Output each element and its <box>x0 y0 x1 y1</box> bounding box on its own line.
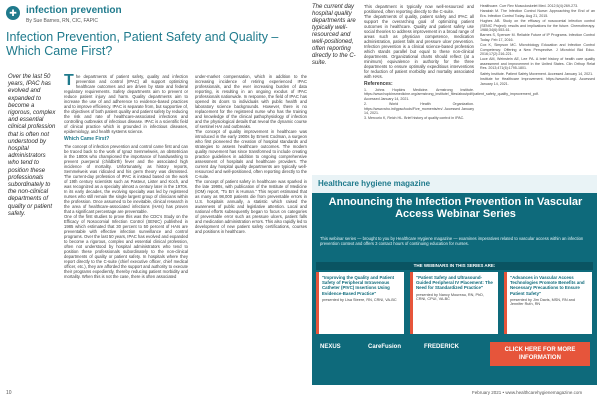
subheading: Which Came First? <box>64 136 110 142</box>
ad-headline: Announcing the Infection Prevention in Vascular Access Webinar Series <box>328 196 583 220</box>
article-column-2 <box>195 74 307 234</box>
paragraph: under-market compensation, which in addition to the increasing incidence of retiring experienced IPAC professionals, and the ever increasing burden of data reporting, is resulting in an ongoing exodus of IPAC professionals nationwide. In response, the field of IPAC has opened its doors to individuals with public health and laboratory science backgrounds. However, there is no replacement for the registered nurse who has the training and knowledge of the clinical pathophysiology of infection and the physiological details that reveal the dynamic course of sentinel HAI and outbreaks. <box>195 74 307 129</box>
webinar-presenter: presented by Lisa Steere, RN, CRNI, VA-BC <box>322 297 397 302</box>
reference-item: 2. World Health Organization. https://www.who.int/gpsc/tools/Five_moments/en/. Accessed January 14, 2021. <box>364 102 474 116</box>
webinar-card <box>316 272 404 334</box>
reference-item: 3. Mercurio K, Reich HL. Brief history of quality control in IPAC. <box>364 116 465 121</box>
paragraph: One of the first studies to prove this was the CDC's Study on the Efficacy of Nosocomial Infection Control (SENIC) published in 1985 which estimated that 30 percent to 50 percent of HAIs are preventable with effective infection surveillance and control programs. Over the last 50 years, IPAC has evolved and expanded to become a rigorous, complex and essential clinical profession, often not understood by hospital administrators who tend to position these professionals subordinately to the non-clinical departments of quality or patient safety. In hospitals where they report directly to the C-suite (chief executive officer, chief medical officer, etc.), they are afforded the support and authority to execute their programs expediently, thereby reducing patient morbidity and mortality. When this is not the case, there is often associated <box>64 214 188 279</box>
reference-item: Luce AM, Weinstein AE, Lee PA. A brief history of health care quality assessment and improvement in the United States. Clin Orthop Relat Res. 2013;471(6):1795-1801. <box>480 57 595 71</box>
ad-strip-label: THE WEBINARS IN THIS SERIES ARE: <box>413 263 496 268</box>
webinar-card <box>410 272 498 334</box>
references-column <box>480 4 595 87</box>
paragraph: he departments of patient safety, quality and infection prevention and control (IPAC) all support optimizing healthcare outcomes and are driven by state and federal regulatory requirements. Safety departments aim to prevent or reduce patient injury and harm. Quality departments aim to increase the use of and adherence to evidence-based practices and to improve efficiency. IPAC is separate from, but supportive of, the objectives of both patient quality and patient safety by reducing the risk and rate of healthcare-associated infections and controlling outbreaks of infectious disease. IPAC is a scientific field of clinical practice which is grounded in infectious diseases, epidemiology, and health systems science. <box>64 74 188 134</box>
article-title: Infection Prevention, Patient Safety and Quality – Which Came First? <box>6 30 279 58</box>
sponsor-logo: CareFusion <box>368 344 402 350</box>
paragraph: The concept of infection prevention and control came first and can be traced back to the work of Ignaz Semmelweis, an obstetrician in the 1800s who championed the importance of handwashing to prevent puerperal (childbirth) fever and the associated high incidence of mortality. Unfortunately, as history reports, Semmelweis was ridiculed and his germ theory was dismissed. The current-day profession of IPAC is instead based on the work of 19th century scientists such as Pasteur, Lister and Koch, and was recognized as a specialty almost a century later in the 1970s. In its early decades, the evolving specialty was led by registered nurses who still remain the single largest group of clinicians within the profession. Once assumed to be inevitable, clinical research in the area of healthcare-associated infections (HAIs) has proven that a significant percentage are preventable. <box>64 144 188 214</box>
webinar-card <box>504 272 592 334</box>
sponsor-logo: FREDERICK <box>424 344 460 350</box>
references-heading: References: <box>364 81 393 87</box>
paragraph: This department is typically now well-resourced and positioned, often reporting directly to the C-suite. <box>364 4 474 14</box>
section-header <box>6 4 296 30</box>
pull-quote-left: Over the last 50 years, IPAC has evolved and expanded to become a rigorous, complex and essential clinical profession that is often not understood by hospital administrators who tend to position these professionals subordinately to the non-clinical departments of quality or patient safety. <box>8 74 56 217</box>
page-number: 10 <box>6 390 12 396</box>
click-here-button[interactable]: CLICK HERE FOR MORE INFORMATION <box>490 342 590 366</box>
section-title: infection prevention <box>26 5 122 16</box>
reference-item: Hughes AB. Study on the efficacy of nosocomial infection control (SENIC Project): results and implications for the future. Chemotherapy. 1988;34(6):553-61. <box>480 19 595 33</box>
webinar-presenter: presented by Jim Davis, MSN, RN and Jennifer Ruth, RN <box>510 297 575 307</box>
ad-description: This webinar series — brought to you by Healthcare Hygiene magazine — examines imperatives related to vascular access within an infection prevention context and offers 3 contact hours of continuing education for nurses. <box>320 236 584 246</box>
webinar-title: "Improving the Quality and Patient Safety of Peripheral Intravenous Catheter (PIVC) Insertions Using Evidence-Based Practice" <box>322 275 395 296</box>
webinar-presenter: presented by Nancy Moureau, RN, PhD, CRNI, CPUI, VA-BC <box>416 292 484 302</box>
webinar-title: "Advances in Vascular Access Technologies Promote Benefits and Necessary Precautions to Ensure Patient Safety" <box>510 275 585 296</box>
issue-footer: February 2021 • www.healthcarehygienemagazine.com <box>472 390 583 395</box>
paragraph: The concept of quality improvement in healthcare was introduced in the early 1900s by Ernest Codman, a surgeon who first pioneered the creation of hospital standards and strategies to assess healthcare outcomes. The modern quality movement has since transformed to include creating practice guidelines in addition to ongoing comprehensive assessment of hospitals and healthcare providers. The current day hospital quality departments are typically well-resourced and well-positioned, often reporting directly to the C-suite. <box>195 129 307 179</box>
reference-item: Haraksh M. The Infection Control Nurse: Approaching the End of an Era. Infection Control Today. Aug 21, 2015. <box>480 9 595 18</box>
webinar-title: "Patient Safety and Ultrasound-Guided Peripheral IV Placement: The Need for Standardized Practice" <box>416 275 493 291</box>
drop-cap: T <box>64 72 74 89</box>
ad-brand-logo: Healthcare hygiene magazine <box>318 179 431 188</box>
pull-quote-right: The current day hospital quality departments are typically well-resourced and well-positioned, often reporting directly to the C-suite. <box>312 4 356 66</box>
reference-item: Healthcare. Curr Rev Musculoskelet Med. 2012;5(4):269-273. <box>480 4 579 8</box>
paragraph: The departments of quality, patient safety and IPAC all support the overarching goal of optimizing patient outcomes in healthcare. Quality and patient safety use social theories to address improvement in a broad range of areas such as physician competence, medication administration, patient falls and pressure ulcer prevention. Infection prevention is a clinical science-based profession which stands parallel but equal to these non-clinical departments. Organizational charts should reflect (at a minimum) equivalence in authority for the three departments to ensure optimally expeditious interventions for reduction of patient morbidity and mortality associated with HAIs. <box>364 14 474 79</box>
sponsor-logo: NEXUS <box>320 344 341 350</box>
reference-item: Cox K, Simpson MC. Microbiology Education and Infection Control Competency: Offering a New Perspective. J Microbiol Biol Educ. 2016;17(2):216-221. <box>480 43 595 57</box>
reference-item: 1. Johns Hopkins Medicine. Armstrong Institute. https://www.hopkinsmedicine.org/armstrong_institute/_files/aboutpdf/patient_safety_quality_improvement_pdf. Accessed January 14, 2021. <box>364 88 539 101</box>
paragraph: The concept of patient safety in healthcare was sparked in the late 1990s, with publication of the Institute of Medicine (IOM) report, "To Err is Human." This report estimated that as many as 98,000 patients die from preventable errors in U.S. hospitals annually, a statistic which raised the awareness of public and legislative attention. Local and national efforts subsequently began to focus on categories of preventable error such as pressure ulcers, patient falls and medication administration errors. This also rapidly led to development of new patient safety certifications, courses and positions in healthcare. <box>195 179 307 234</box>
reference-item: Institute for Healthcare Improvement. https://www.ihi.org/. Accessed January 14, 2021. <box>480 77 595 86</box>
sponsor-logos <box>316 338 486 358</box>
article-column-1 <box>64 74 188 279</box>
reference-item: Barnes S, Spencer M. Reliable Future of IP Programs. Infection Control Today. Feb 17, 2016. <box>480 33 595 42</box>
section-icon: ✚ <box>6 6 20 20</box>
author-byline: By Sue Barnes, RN, CIC, FAPIC <box>26 18 98 24</box>
reference-item: Safety Institute. Patient Safety Movement. Accessed January 14, 2021. <box>480 71 594 76</box>
